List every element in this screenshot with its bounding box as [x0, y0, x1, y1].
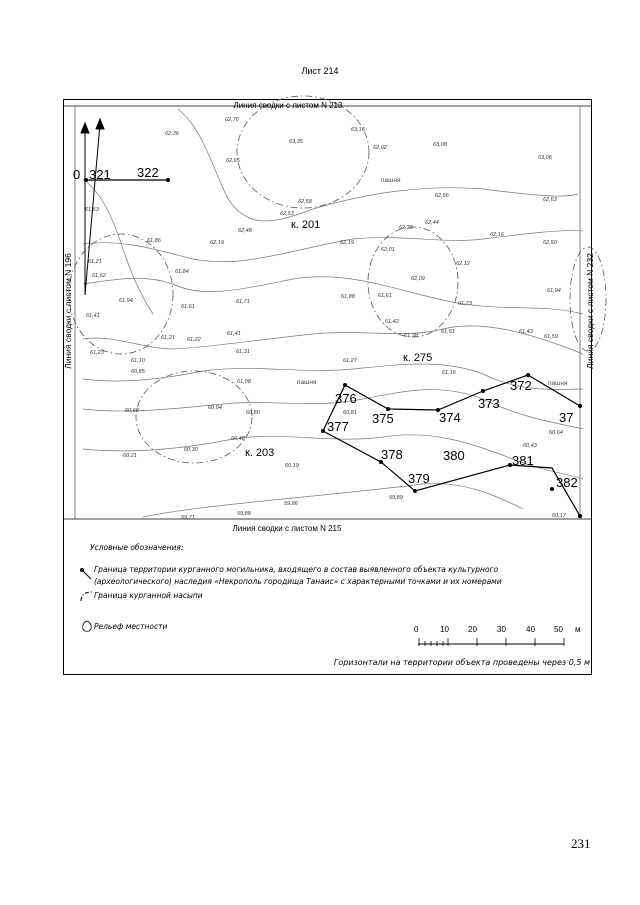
- svg-text:61,86: 61,86: [147, 238, 161, 244]
- legend-item-boundary-cont: (археологического) наследия «Некрополь городища Танаис» с характерными точками и их номерами: [94, 577, 502, 586]
- svg-text:62,58: 62,58: [298, 199, 312, 205]
- svg-text:61,23: 61,23: [90, 350, 104, 356]
- svg-text:62,09: 62,09: [411, 276, 425, 282]
- legend-title: Условные обозначения:: [90, 543, 184, 552]
- point-number: 37: [559, 410, 574, 425]
- point-numbers: [73, 165, 578, 490]
- svg-text:62,53: 62,53: [280, 211, 294, 217]
- svg-text:63,35: 63,35: [289, 139, 303, 145]
- point-number: 322: [137, 165, 159, 180]
- svg-text:61,61: 61,61: [181, 304, 195, 310]
- legend-item-relief: Рельеф местности: [94, 622, 168, 631]
- point-number: 382: [556, 475, 578, 490]
- svg-text:62,36: 62,36: [165, 131, 179, 137]
- relief-icon: [81, 620, 93, 634]
- point-number: 381: [512, 453, 534, 468]
- svg-text:62,19: 62,19: [210, 240, 224, 246]
- svg-text:62,48: 62,48: [238, 228, 252, 234]
- svg-text:62,12: 62,12: [456, 261, 470, 267]
- point-number: 379: [408, 471, 430, 486]
- svg-text:61,31: 61,31: [236, 349, 250, 355]
- svg-text:62,16: 62,16: [490, 232, 504, 238]
- svg-text:61,71: 61,71: [236, 299, 250, 305]
- legend-item-mound: Граница курганной насыпи: [94, 591, 203, 600]
- point-number: 321: [89, 167, 111, 182]
- svg-text:60,64: 60,64: [549, 430, 563, 436]
- svg-text:60,21: 60,21: [123, 453, 137, 459]
- kurgan-label: к. 203: [245, 447, 275, 459]
- point-number: 375: [372, 411, 394, 426]
- boundary-line-icon: [79, 567, 93, 581]
- svg-text:62,66: 62,66: [435, 193, 449, 199]
- point-number: 372: [510, 378, 532, 393]
- svg-text:61,84: 61,84: [175, 269, 189, 275]
- kurgan-label: к. 201: [291, 219, 321, 231]
- scale-bar-graphic: [418, 636, 568, 650]
- svg-text:61,41: 61,41: [86, 313, 100, 319]
- point-number: 0: [73, 167, 81, 182]
- svg-text:61,41: 61,41: [227, 331, 241, 337]
- svg-text:62,33: 62,33: [399, 225, 413, 231]
- svg-text:59,89: 59,89: [389, 495, 403, 501]
- scale-tick-label: 30: [497, 625, 506, 634]
- svg-text:60,30: 60,30: [184, 447, 198, 453]
- scale-bar: [414, 625, 588, 655]
- point-number: 374: [439, 410, 461, 425]
- svg-text:61,21: 61,21: [88, 259, 102, 265]
- svg-text:60,94: 60,94: [208, 405, 222, 411]
- svg-text:61,94: 61,94: [119, 298, 133, 304]
- svg-text:60,80: 60,80: [246, 410, 260, 416]
- svg-text:63,16: 63,16: [351, 127, 365, 133]
- point-number: 377: [327, 419, 349, 434]
- point-number: 376: [335, 391, 357, 406]
- svg-text:62,19: 62,19: [340, 240, 354, 246]
- map-drawing: [63, 99, 592, 533]
- svg-text:60,43: 60,43: [523, 443, 537, 449]
- svg-text:62,63: 62,63: [543, 197, 557, 203]
- svg-text:60,68: 60,68: [125, 408, 139, 414]
- svg-text:61,16: 61,16: [442, 370, 456, 376]
- field-label: пашня: [381, 177, 401, 184]
- svg-text:60,48: 60,48: [231, 436, 245, 442]
- svg-text:61,63: 61,63: [85, 207, 99, 213]
- svg-text:62,65: 62,65: [226, 158, 240, 164]
- svg-text:61,88: 61,88: [341, 294, 355, 300]
- field-label: пашня: [297, 379, 317, 386]
- left-summary-label: Линия сводки с листом N 196: [63, 253, 73, 369]
- svg-text:60,17: 60,17: [552, 513, 566, 519]
- svg-text:60,85: 60,85: [131, 369, 145, 375]
- svg-text:63,08: 63,08: [433, 142, 447, 148]
- kurgan-mound-boundaries: [69, 96, 606, 463]
- scale-tick-label: 50: [554, 625, 563, 634]
- svg-text:61,43: 61,43: [519, 329, 533, 335]
- svg-text:61,94: 61,94: [547, 288, 561, 294]
- svg-text:61,08: 61,08: [237, 379, 251, 385]
- svg-text:61,51: 61,51: [441, 329, 455, 335]
- top-summary-label: Линия сводки с листом N 213: [233, 101, 343, 110]
- scale-tick-label: 20: [468, 625, 477, 634]
- scale-unit: м: [575, 625, 581, 634]
- scale-tick-label: 0: [414, 625, 419, 634]
- svg-text:60,19: 60,19: [285, 463, 299, 469]
- svg-text:61,73: 61,73: [458, 301, 472, 307]
- svg-text:60,81: 60,81: [343, 410, 357, 416]
- svg-text:61,42: 61,42: [385, 319, 399, 325]
- svg-text:62,01: 62,01: [381, 247, 395, 253]
- svg-text:62,76: 62,76: [225, 117, 239, 123]
- svg-text:61,10: 61,10: [131, 358, 145, 364]
- point-number: 380: [443, 448, 465, 463]
- contour-note: Горизонтали на территории объекта проведены через 0,5 м: [333, 658, 590, 667]
- svg-text:61,22: 61,22: [187, 337, 201, 343]
- sheet-title: Лист 214: [301, 66, 339, 76]
- svg-text:61,27: 61,27: [343, 358, 357, 364]
- bottom-summary-label: Линия сводки с листом N 215: [232, 524, 342, 533]
- svg-text:61,61: 61,61: [378, 293, 392, 299]
- scale-tick-label: 40: [526, 625, 535, 634]
- svg-text:61,59: 61,59: [544, 334, 558, 340]
- svg-text:61,21: 61,21: [161, 335, 175, 341]
- legend-item-boundary: Граница территории курганного могильника, входящего в состав выявленного объекта культурного: [94, 565, 499, 574]
- page-number: 231: [571, 836, 591, 851]
- svg-text:62,92: 62,92: [373, 145, 387, 151]
- svg-text:59,88: 59,88: [237, 511, 251, 517]
- svg-text:62,44: 62,44: [425, 220, 439, 226]
- scale-tick-label: 10: [440, 625, 449, 634]
- svg-text:61,52: 61,52: [92, 273, 106, 279]
- field-label: пашня: [548, 380, 568, 387]
- right-summary-label: Линия сводки с листом N 232: [585, 253, 595, 369]
- svg-text:61,38: 61,38: [404, 333, 418, 339]
- point-number: 373: [478, 396, 500, 411]
- mound-boundary-icon: [79, 590, 93, 602]
- svg-text:59,71: 59,71: [181, 515, 195, 521]
- kurgan-label: к. 275: [403, 352, 433, 364]
- point-number: 378: [381, 447, 403, 462]
- svg-text:63,06: 63,06: [538, 155, 552, 161]
- svg-text:62,50: 62,50: [543, 240, 557, 246]
- svg-text:59,86: 59,86: [284, 501, 298, 507]
